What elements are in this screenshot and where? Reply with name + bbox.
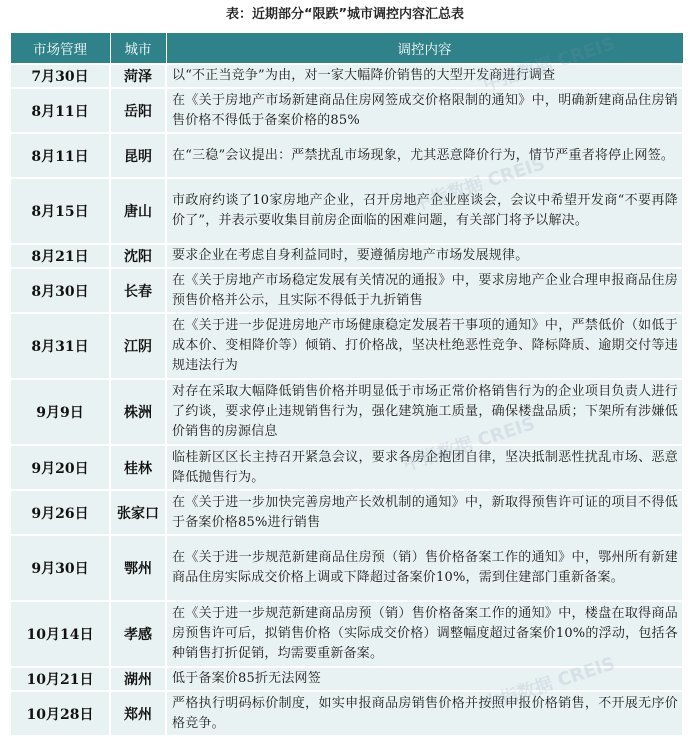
table-row [10, 64, 683, 88]
row-date: 9月30日 [10, 535, 110, 601]
row-content: 要求企业在考虑自身利益同时，要遵循房地产市场发展规律。 [166, 244, 683, 268]
row-date: 8月11日 [10, 133, 110, 178]
table-row [10, 244, 683, 268]
row-city: 菏泽 [110, 64, 166, 88]
table-row [10, 490, 683, 535]
table-row [10, 268, 683, 313]
row-date: 8月31日 [10, 313, 110, 379]
row-city: 江阴 [110, 313, 166, 379]
row-date: 7月30日 [10, 64, 110, 88]
table-row [10, 535, 683, 601]
row-content: 在《关于进一步加快完善房地产长效机制的通知》中，新取得预售许可证的项目不得低于备案价格85%进行销售 [166, 490, 683, 535]
row-city: 岳阳 [110, 88, 166, 133]
table-row [10, 313, 683, 379]
row-content: 严格执行明码标价制度，如实申报商品房销售价格并按照申报价格销售，不开展无序价格竞争。 [166, 691, 683, 736]
row-content: 对存在采取大幅降低销售价格并明显低于市场正常价格销售行为的企业项目负责人进行了约谈，要求停止违规销售行为，强化建筑施工质量，确保楼盘品质；下架所有涉嫌低价销售的房源信息 [166, 379, 683, 445]
row-date: 9月20日 [10, 445, 110, 490]
row-city: 桂林 [110, 445, 166, 490]
row-city: 沈阳 [110, 244, 166, 268]
row-date: 8月21日 [10, 244, 110, 268]
table-row [10, 178, 683, 244]
row-content: 市政府约谈了10家房地产企业，召开房地产企业座谈会，会议中希望开发商“不要再降价了”，并表示要收集目前房企面临的困难问题，有关部门将予以解决。 [166, 178, 683, 244]
regulation-table [9, 32, 684, 737]
table-row [10, 445, 683, 490]
row-content: 在“三稳”会议提出：严禁扰乱市场现象，尤其恶意降价行为，情节严重者将停止网签。 [166, 133, 683, 178]
row-city: 孝感 [110, 601, 166, 667]
row-date: 8月11日 [10, 88, 110, 133]
row-date: 10月14日 [10, 601, 110, 667]
table-row [10, 379, 683, 445]
row-content: 在《关于房地产市场新建商品住房网签成交价格限制的通知》中，明确新建商品住房销售价格不得低于备案价格的85% [166, 88, 683, 133]
table-row [10, 88, 683, 133]
row-city: 张家口 [110, 490, 166, 535]
row-city: 长春 [110, 268, 166, 313]
row-content: 临桂新区区长主持召开紧急会议，要求各房企抱团自律，坚决抵制恶性扰乱市场、恶意降低抛售行为。 [166, 445, 683, 490]
row-date: 8月30日 [10, 268, 110, 313]
row-content: 在《关于进一步规范新建商品住房预（销）售价格备案工作的通知》中，鄂州所有新建商品住房实际成交价格上调或下降超过备案价10%，需到住建部门重新备案。 [166, 535, 683, 601]
row-content: 在《关于进一步促进房地产市场健康稳定发展若干事项的通知》中，严禁低价（如低于成本价、变相降价等）倾销、打价格战，坚决杜绝恶性竞争、降标降质、逾期交付等违规违法行为 [166, 313, 683, 379]
table-header-row [10, 33, 683, 65]
row-content: 在《关于房地产市场稳定发展有关情况的通报》中，要求房地产企业合理申报商品住房预售价格并公示，且实际不得低于九折销售 [166, 268, 683, 313]
row-city: 唐山 [110, 178, 166, 244]
row-content: 以“不正当竞争”为由，对一家大幅降价销售的大型开发商进行调查 [166, 64, 683, 88]
row-date: 9月9日 [10, 379, 110, 445]
row-content: 在《关于进一步规范新建商品房预（销）售价格备案工作的通知》中，楼盘在取得商品房预售许可后，拟销售价格（实际成交价格）调整幅度超过备案价10%的浮动，包括各种销售打折促销，均需要重新备案。 [166, 601, 683, 667]
header-content: 调控内容 [166, 33, 683, 65]
row-date: 9月26日 [10, 490, 110, 535]
table-row [10, 133, 683, 178]
row-city: 郑州 [110, 691, 166, 736]
table-caption: 表：近期部分“限跌”城市调控内容汇总表 [225, 7, 465, 22]
row-city: 鄂州 [110, 535, 166, 601]
row-date: 8月15日 [10, 178, 110, 244]
row-city: 株洲 [110, 379, 166, 445]
row-city: 湖州 [110, 667, 166, 691]
row-date: 10月21日 [10, 667, 110, 691]
table-row [10, 667, 683, 691]
table-row [10, 691, 683, 736]
row-content: 低于备案价85折无法网签 [166, 667, 683, 691]
row-city: 昆明 [110, 133, 166, 178]
header-date: 市场管理 [10, 33, 110, 65]
row-date: 10月28日 [10, 691, 110, 736]
table-row [10, 601, 683, 667]
header-city: 城市 [110, 33, 166, 65]
